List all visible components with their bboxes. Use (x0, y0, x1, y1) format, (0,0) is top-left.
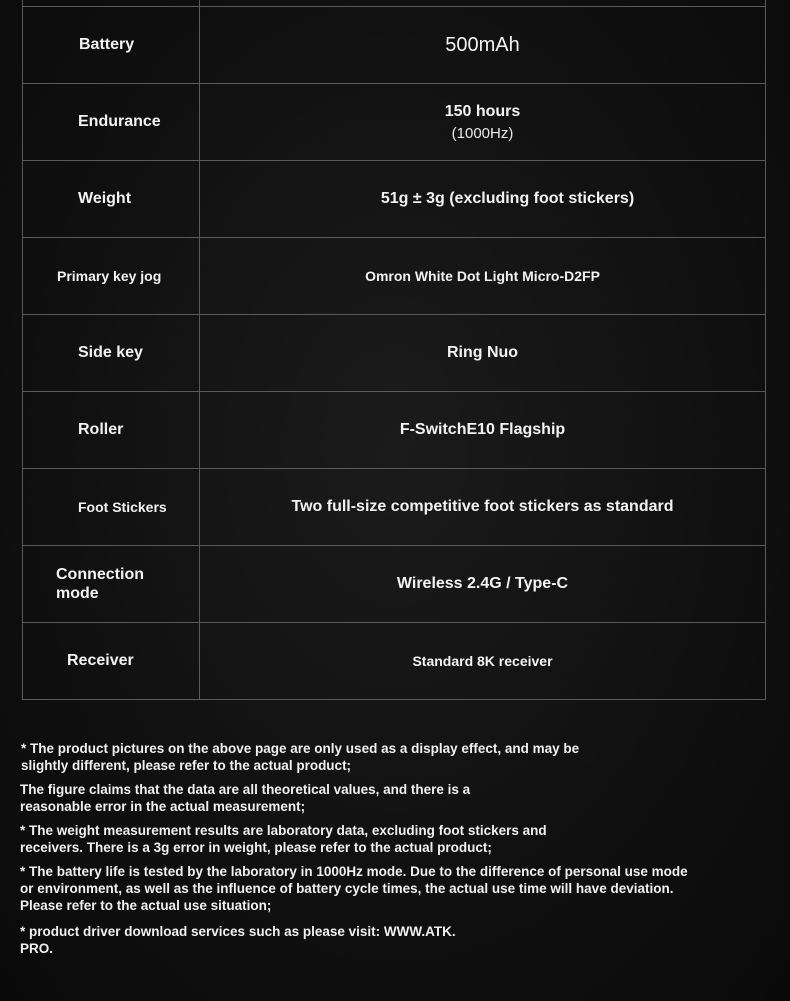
spec-label-battery: Battery (23, 7, 200, 84)
spec-value-weight: 51g ± 3g (excluding foot stickers) (200, 161, 766, 238)
spec-value-side-key: Ring Nuo (200, 315, 766, 392)
spec-label-weight: Weight (23, 161, 200, 238)
spec-value-primary-key: Omron White Dot Light Micro-D2FP (200, 238, 766, 315)
table-row (23, 315, 766, 392)
table-row (23, 623, 766, 700)
table-row (23, 161, 766, 238)
spec-value-roller: F-SwitchE10 Flagship (200, 392, 766, 469)
spec-value-connection-mode: Wireless 2.4G / Type-C (200, 546, 766, 623)
spec-label-connection-mode-text: Connection mode (56, 566, 144, 602)
disclaimer-notes (20, 740, 720, 964)
spec-label-connection-mode (23, 546, 200, 623)
note-theoretical-values: The figure claims that the data are all theoretical values, and there is a reasonable error in the actual measurement; (20, 782, 471, 814)
note-battery-life: * The battery life is tested by the laboratory in 1000Hz mode. Due to the difference of personal use mode or environment, as well as the influence of battery cycle times, the actual use time will have deviation. Please refer to the actual use situation; (20, 864, 688, 913)
spec-label-primary-key: Primary key jog (23, 238, 200, 315)
spec-value-endurance-main: 150 hours (444, 102, 521, 120)
table-row (23, 546, 766, 623)
spec-value-receiver: Standard 8K receiver (200, 623, 766, 700)
spec-label-receiver: Receiver (23, 623, 200, 700)
table-row (23, 392, 766, 469)
table-row (23, 84, 766, 161)
spec-value-endurance-sub: (1000Hz) (451, 124, 514, 142)
spec-table (22, 6, 766, 700)
spec-value-battery: 500mAh (200, 7, 766, 84)
note-weight-measurement: * The weight measurement results are laboratory data, excluding foot stickers and receivers. There is a 3g error in weight, please refer to the actual product; (20, 823, 547, 855)
table-row (23, 7, 766, 84)
spec-label-side-key: Side key (23, 315, 200, 392)
spec-label-roller: Roller (23, 392, 200, 469)
note-display-effect: * The product pictures on the above page are only used as a display effect, and may be slightly different, please refer to the actual product; (21, 741, 580, 773)
table-row (23, 469, 766, 546)
note-driver-download: * product driver download services such as please visit: WWW.ATK. PRO. (20, 924, 456, 956)
spec-label-foot-stickers: Foot Stickers (23, 469, 200, 546)
spec-value-foot-stickers: Two full-size competitive foot stickers as standard (200, 469, 766, 546)
spec-label-endurance: Endurance (23, 84, 200, 161)
table-row (23, 238, 766, 315)
spec-value-endurance (200, 84, 766, 161)
